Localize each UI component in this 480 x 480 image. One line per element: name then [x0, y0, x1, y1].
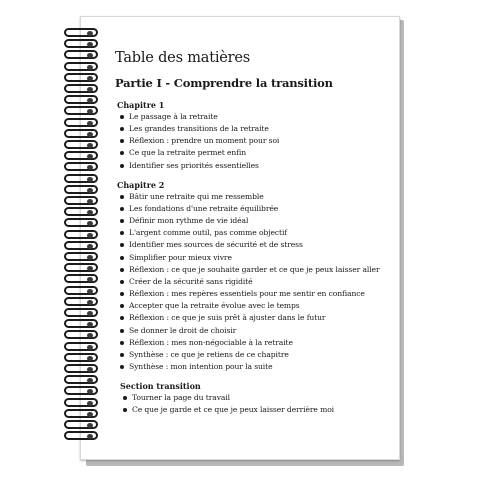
toc-title: Table des matières [115, 50, 251, 66]
ring-hole [87, 300, 93, 305]
ring-hole [87, 143, 93, 148]
ring-hole [87, 289, 93, 294]
list-item: Réflexion : mes non-négociable à la retraite [115, 337, 395, 349]
list-item: Ce que je garde et ce que je peux laisser derrière moi [115, 404, 395, 416]
spiral-binding [58, 28, 106, 448]
list-item: Réflexion : prendre un moment pour soi [115, 135, 395, 147]
list-item: Les fondations d'une retraite équilibrée [115, 203, 395, 215]
ring-hole [87, 423, 93, 428]
ring-hole [87, 76, 93, 81]
ring-hole [87, 401, 93, 406]
ring-hole [87, 233, 93, 238]
ring-hole [87, 65, 93, 70]
ring-hole [87, 244, 93, 249]
list-item: Créer de la sécurité sans rigidité [115, 276, 395, 288]
list-item: Définir mon rythme de vie idéal [115, 215, 395, 227]
ring-hole [87, 367, 93, 372]
chapter-heading: Chapitre 2 [117, 179, 165, 190]
binding-ring [58, 431, 102, 444]
list-item: Tourner la page du travail [115, 392, 395, 404]
chapter-1-list [115, 111, 395, 172]
section-heading: Section transition [120, 381, 201, 392]
list-item: Se donner le droit de choisir [115, 325, 395, 337]
ring-hole [87, 412, 93, 417]
ring-hole [87, 177, 93, 182]
list-item: Accepter que la retraite évolue avec le temps [115, 300, 395, 312]
list-item: Réflexion : mes repères essentiels pour me sentir en confiance [115, 288, 395, 300]
ring-hole [87, 87, 93, 92]
list-item: Réflexion : ce que je suis prêt à ajuster dans le futur [115, 312, 395, 324]
list-item: Simplifier pour mieux vivre [115, 252, 395, 264]
list-item: L'argent comme outil, pas comme objectif [115, 227, 395, 239]
ring-hole [87, 121, 93, 126]
ring-hole [87, 255, 93, 260]
ring-hole [87, 31, 93, 36]
part-title: Partie I - Comprendre la transition [115, 76, 333, 90]
ring-hole [87, 199, 93, 204]
section-transition-list [115, 392, 395, 416]
table-of-contents [115, 50, 395, 424]
list-item: Ce que la retraite permet enfin [115, 147, 395, 159]
list-item: Identifier mes sources de sécurité et de stress [115, 239, 395, 251]
chapter-heading: Chapitre 1 [117, 100, 165, 110]
list-item: Identifier ses priorités essentielles [115, 160, 395, 172]
list-item: Synthèse : mon intention pour la suite [115, 361, 395, 373]
ring-hole [87, 188, 93, 193]
list-item: Le passage à la retraite [115, 111, 395, 123]
list-item: Les grandes transitions de la retraite [115, 123, 395, 135]
ring-hole [87, 356, 93, 361]
ring-hole [87, 132, 93, 137]
list-item: Réflexion : ce que je souhaite garder et ce que je peux laisser aller [115, 264, 395, 276]
list-item: Synthèse : ce que je retiens de ce chapitre [115, 349, 395, 361]
list-item: Bâtir une retraite qui me ressemble [115, 191, 395, 203]
ring-hole [87, 345, 93, 350]
chapter-2-list [115, 191, 395, 373]
ring-hole [87, 311, 93, 316]
